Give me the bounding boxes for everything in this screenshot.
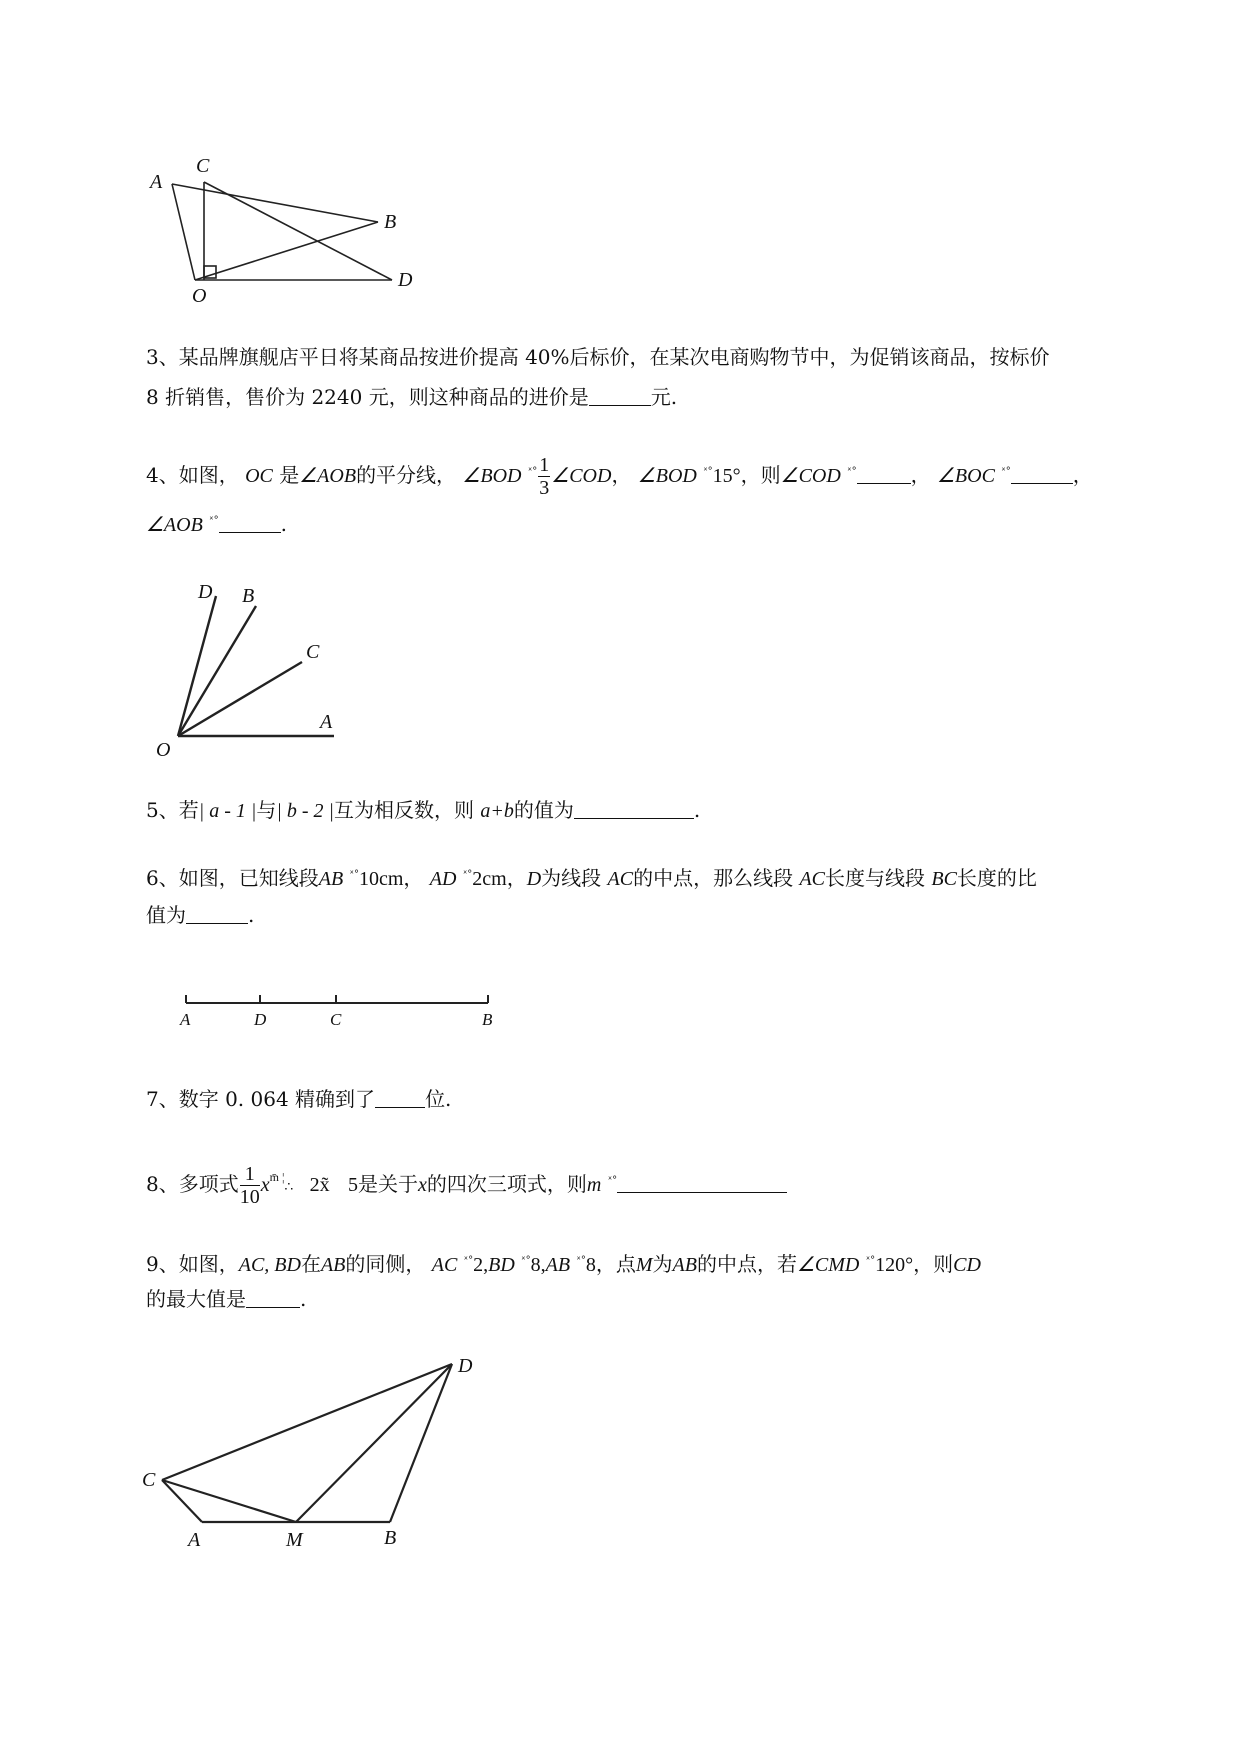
q4-is: 是 [279,463,300,487]
q4-frac-den: 3 [539,477,550,499]
q9-garble-3: ˣ° [576,1255,586,1266]
q4-aob2: ∠AOB [146,514,203,536]
q4-garble-4: ˣ° [1001,466,1011,477]
q9-acbd: AC, BD [238,1254,301,1276]
figure-cmd-quadrilateral [140,1350,480,1560]
fig-label-A: A [320,711,333,733]
q6-bc: BC [931,868,957,890]
q6-prefix: 6、如图，已知线段 [146,866,319,890]
q8-frac-num: 1 [240,1163,260,1186]
fig-label-C: C [142,1469,156,1491]
q4-answer-blank-3[interactable] [219,510,281,533]
q4-answer-blank-1[interactable] [857,461,911,484]
q6-v10: 10cm [358,868,404,890]
q9-ab2: AB [545,1254,571,1276]
fig-label-M: M [286,1529,303,1551]
q9-prefix: 9、如图， [146,1252,239,1276]
q5-abs2: | b - 2 | [276,800,335,822]
q8-m: m [586,1174,602,1196]
q9-ac: AC [431,1254,458,1276]
q4-garble-1: ˣ° [527,466,538,477]
q6-answer-blank[interactable] [186,901,248,924]
fig-label-B: B [384,211,397,233]
q6-garble-1: ˣ° [349,869,359,880]
q8-fraction [240,1163,260,1208]
q5-period: . [693,798,701,822]
fig-label-O: O [156,739,171,761]
q4-bisector: 的平分线， [356,463,457,487]
q8-prefix: 8、多项式 [146,1172,239,1196]
q4-bod: ∠BOD [462,465,522,487]
q4-comma2: ， [910,463,931,487]
q6-text2: 的中点，那么线段 [633,866,794,890]
q5-ab: a+b [480,800,514,822]
fig-label-O: O [192,285,207,307]
q9-v8b: 8 [585,1254,596,1276]
q6-text4: 长度的比 [956,866,1037,890]
q4-then: ，则 [740,463,781,487]
q8-frac-den: 10 [239,1186,260,1208]
q8-answer-blank[interactable] [617,1170,787,1193]
q4-frac-num: 1 [539,454,550,476]
q4-garble-3: ˣ° [847,466,857,477]
figure-triangle-acobd [140,150,440,310]
q6-ac: AC [607,868,634,890]
q4-prefix: 4、如图， [146,463,239,487]
q8-sup: m̄ ¦ [269,1170,285,1184]
q9-text3: ，点 [595,1252,636,1276]
q9-text5: 的中点，若 [696,1252,797,1276]
q8-garble: ˣ° [607,1175,618,1186]
q4-end-comma: ， [1072,463,1093,487]
fig-label-D: D [458,1355,473,1377]
q4-boc: ∠BOC [936,465,995,487]
q9-v120: 120° [875,1254,914,1276]
q9-cd: CD [953,1254,981,1276]
q5-text2: 互为相反数，则 [334,798,475,822]
fig-label-A: A [188,1529,201,1551]
fig-label-A: A [180,1010,191,1029]
q3-text3: 元. [650,385,678,409]
q5-abs1: | a - 1 | [198,800,257,822]
q9-garble-4: ˣ° [865,1255,876,1266]
fig-label-D: D [254,1010,267,1029]
fig-label-C: C [306,641,320,663]
q7-answer-blank[interactable] [375,1085,425,1108]
q4-oc: OC [245,465,273,487]
q7-pre: 7、数字 0. 064 精确到了 [146,1087,376,1111]
q4-bod2: ∠BOD [637,465,697,487]
q6-v2: 2cm [472,868,507,890]
q8-five: 5 [348,1174,359,1196]
q9-line2-text: 的最大值是 [146,1287,246,1311]
q6-text3: 长度与线段 [825,866,925,890]
q4-cod2: ∠COD [780,465,841,487]
q5-text3: 的值为 [513,798,574,822]
q7-line [146,1084,451,1114]
q9-line2 [146,1284,306,1314]
q6-line2 [146,900,254,930]
q4-garble-2: ˣ° [703,466,713,477]
q4-fraction [538,454,550,499]
q6-line2-text: 值为 [146,903,186,927]
q9-ab: AB [320,1254,346,1276]
q3-line2 [146,382,677,412]
q4-garble-5: ˣ° [209,515,219,526]
q9-v2: 2, [473,1254,489,1276]
q5-answer-blank[interactable] [574,796,694,819]
q8-text2: 的四次三项式，则 [426,1172,587,1196]
q4-period: . [280,512,287,536]
q9-m: M [635,1254,653,1276]
q4-answer-blank-2[interactable] [1011,461,1073,484]
q9-answer-blank[interactable] [246,1285,300,1308]
q9-garble-1: ˣ° [463,1255,474,1266]
q6-text1: 为线段 [541,866,602,890]
fig-label-B: B [384,1527,397,1549]
fig-label-C: C [196,155,210,177]
q5-mid: 与 [256,798,277,822]
fig-label-D: D [198,581,213,603]
q8-dot: ∴ [284,1179,294,1195]
q9-text1: 在 [300,1252,321,1276]
q8-x: x [260,1174,270,1196]
fig-label-A: A [150,171,163,193]
q9-cmd: ∠CMD [796,1254,860,1276]
q8-text: 是关于 [358,1172,419,1196]
q6-ab: AB [318,868,344,890]
q5-prefix: 5、若 [146,798,199,822]
q9-garble-2: ˣ° [521,1255,531,1266]
figure-angles-o [150,578,370,768]
q4-cod: ∠COD [551,465,612,487]
fig-label-C: C [330,1010,342,1029]
figure-segment-adcb [170,985,510,1035]
q4-aob: ∠AOB [299,465,357,487]
q9-ab3: AB [672,1254,697,1276]
q6-line1: 6、如图，已知线段AB $^{ˣ^\circ}$10cm， AD $^{ˣ^\circ}$2cm，D为线段 AC的中点，那么线段 AC长度与线段 BC长度的比 [146,866,1037,890]
q3-answer-blank[interactable] [589,383,651,406]
q4-line1 [146,454,1093,499]
q9-text6: ，则 [913,1252,954,1276]
q9-period: . [300,1287,307,1311]
q6-period: . [248,903,255,927]
q9-line1 [146,1246,981,1280]
q9-bd: BD [488,1254,515,1276]
fig-label-B: B [242,585,255,607]
q6-ad: AD [429,868,457,890]
q6-ac2: AC [799,868,825,890]
q4-line2 [146,506,287,540]
q3-text2: 8 折销售，售价为 2240 元，则这种商品的进价是 [146,385,589,409]
q8-x2: x [418,1174,427,1196]
q4-comma: ， [611,463,632,487]
q8-two-x: 2x̃ [309,1174,330,1196]
q9-text2: 的同侧， [345,1252,426,1276]
q5-line [146,795,700,826]
q9-text4: 为 [652,1252,673,1276]
q6-d: D [526,868,542,890]
q8-line [146,1162,787,1208]
q9-v8: 8, [530,1254,546,1276]
q7-post: 位. [425,1087,452,1111]
q4-deg15: 15° [712,465,741,487]
fig-label-D: D [398,269,413,291]
q3-line1 [146,342,1050,372]
q6-garble-2: ˣ° [462,869,473,880]
fig-label-B: B [482,1010,493,1029]
q3-text1: 3、某品牌旗舰店平日将某商品按进价提高 40%后标价，在某次电商购物节中，为促销该商品，按标价 [146,345,1050,369]
